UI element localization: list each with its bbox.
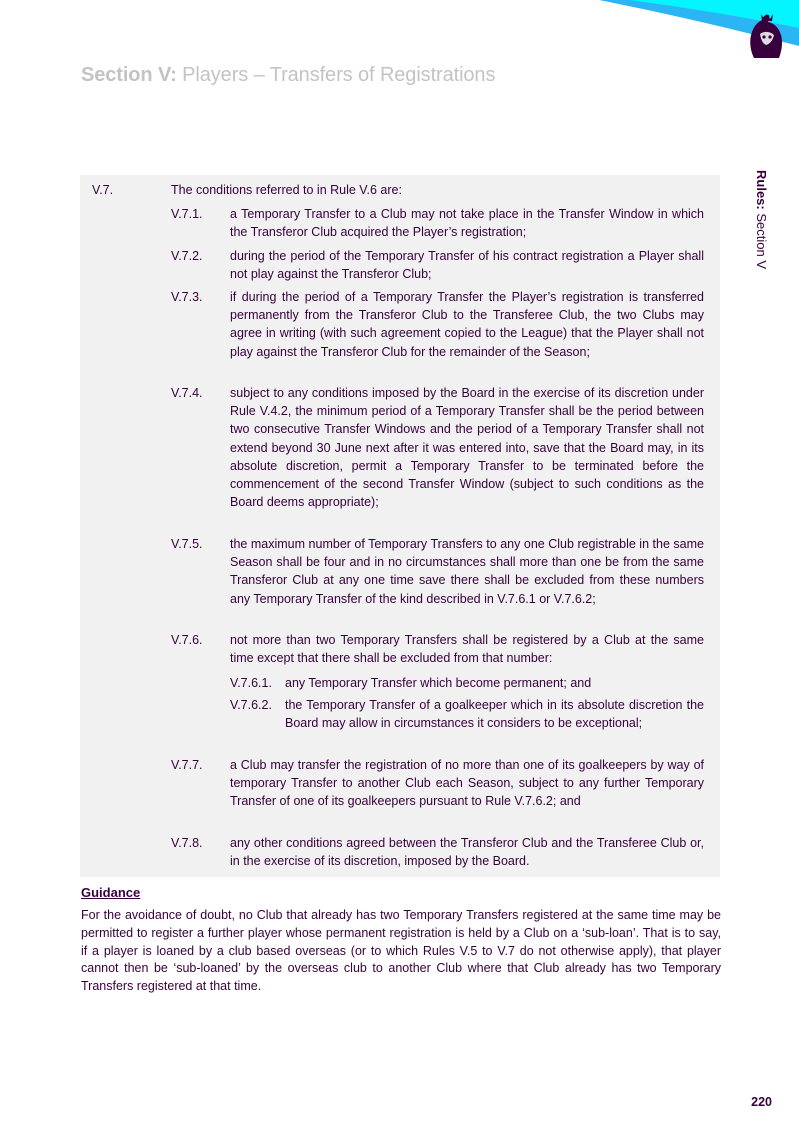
item-text: any other conditions agreed between the Transferor Club and the Transferee Club or, in the exercise of its discretion, imposed by the Board. bbox=[230, 836, 704, 869]
item-number: V.7.6. bbox=[171, 633, 203, 647]
page-number: 220 bbox=[751, 1095, 772, 1109]
item-number: V.7.2. bbox=[171, 249, 203, 263]
item-text: a Club may transfer the registration of no more than one of its goalkeepers by way of temporary Transfer to another Club each Season, subject to any further Temporary Transfer of one of its goalkeepers pursuant to Rule V.7.6.2; and bbox=[230, 758, 704, 809]
subitem-number: V.7.6.1. bbox=[230, 676, 272, 690]
item-text: during the period of the Temporary Transfer of his contract registration a Player shall not play against the Transferor Club; bbox=[230, 249, 704, 282]
item-text: not more than two Temporary Transfers shall be registered by a Club at the same time except that there shall be excluded from that number: bbox=[230, 633, 704, 666]
section-title-rest: Players – Transfers of Registrations bbox=[176, 64, 496, 86]
section-title-bold: Section V: bbox=[81, 64, 177, 86]
side-section-tab bbox=[751, 170, 771, 290]
rule-intro: The conditions referred to in Rule V.6 are: bbox=[171, 183, 402, 197]
item-number: V.7.1. bbox=[171, 207, 203, 221]
side-tab-bold: Rules: bbox=[754, 170, 769, 210]
premier-league-lion-icon bbox=[746, 14, 786, 60]
item-number: V.7.8. bbox=[171, 836, 203, 850]
section-title bbox=[81, 64, 495, 87]
item-text: the maximum number of Temporary Transfers to any one Club registrable in the same Season shall be four and in no circumstances shall more than one be from the same Transferor Club at any one time save there shall be excluded from these numbers any Temporary Transfer of the kind described in V.7.6.1 or V.7.6.2; bbox=[230, 537, 704, 606]
subitem-text: any Temporary Transfer which become permanent; and bbox=[285, 676, 592, 690]
item-number: V.7.3. bbox=[171, 290, 203, 304]
guidance-text: For the avoidance of doubt, no Club that already has two Temporary Transfers registered at the same time may be permitted to register a further player whose permanent registration is held by a Club on a ‘sub-loan’. That is to say, if a player is loaned by a club based overseas (or to which Rules V.5 to V.7 do not otherwise apply), that player cannot then be ‘sub-loaned’ by the overseas club to another Club where that Club already has two Temporary Transfers registered at that time. bbox=[81, 908, 721, 994]
subitem-text: the Temporary Transfer of a goalkeeper which in its absolute discretion the Board may allow in circumstances it considers to be exceptional; bbox=[285, 698, 704, 731]
item-text: if during the period of a Temporary Transfer the Player’s registration is transferred permanently from the Transferor Club to the Transferee Club, the two Clubs may agree in writing (with such agreement copied to the League) that the Player shall not play against the Transferor Club for the remainder of the Season; bbox=[230, 290, 704, 359]
item-text: subject to any conditions imposed by the Board in the exercise of its discretion under Rule V.4.2, the minimum period of a Temporary Transfer shall be the period between two consecutive Transfer Windows and the period of a Temporary Transfer shall not extend beyond 30 June next after it was entered into, save that the Board may, in its absolute discretion, permit a Temporary Transfer to be terminated before the commencement of the second Transfer Window (subject to such conditions as the Board deems appropriate); bbox=[230, 386, 704, 510]
item-text: a Temporary Transfer to a Club may not take place in the Transfer Window in which the Transferor Club acquired the Player’s registration; bbox=[230, 207, 704, 240]
item-number: V.7.5. bbox=[171, 537, 203, 551]
rule-number: V.7. bbox=[92, 183, 114, 197]
item-number: V.7.4. bbox=[171, 386, 203, 400]
item-number: V.7.7. bbox=[171, 758, 203, 772]
guidance-heading: Guidance bbox=[81, 885, 141, 900]
side-tab-rest: Section V bbox=[754, 209, 769, 269]
subitem-number: V.7.6.2. bbox=[230, 698, 272, 712]
